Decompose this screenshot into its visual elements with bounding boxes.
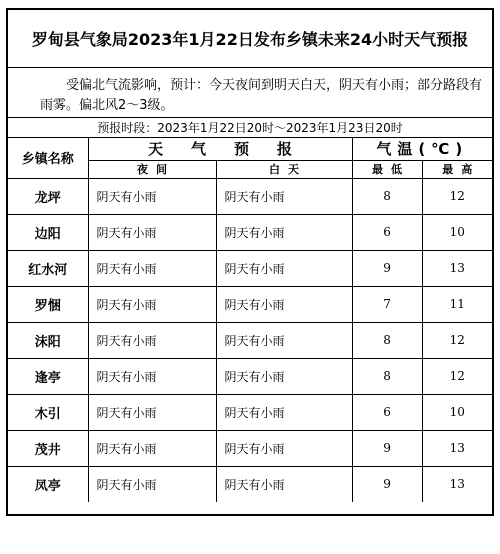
day-weather: 阴天有小雨 (216, 322, 352, 358)
table-row (8, 178, 492, 214)
min-temp: 8 (352, 178, 422, 214)
township-name: 凤亭 (8, 466, 88, 502)
day-header: 白天 (216, 160, 352, 178)
min-temp: 6 (352, 394, 422, 430)
township-name: 木引 (8, 394, 88, 430)
forecast-table (8, 138, 492, 502)
min-temp: 6 (352, 214, 422, 250)
max-temp-header: 最高 (422, 160, 492, 178)
night-weather: 阴天有小雨 (88, 286, 216, 322)
table-header-row (8, 138, 492, 160)
min-temp-header: 最低 (352, 160, 422, 178)
temperature-header: 气温(℃) (352, 138, 492, 160)
township-name: 茂井 (8, 430, 88, 466)
min-temp: 7 (352, 286, 422, 322)
night-weather: 阴天有小雨 (88, 394, 216, 430)
max-temp: 10 (422, 214, 492, 250)
forecast-summary: 受偏北气流影响，预计：今天夜间到明天白天，阴天有小雨；部分路段有雨雾。偏北风2～3级。 (8, 68, 492, 118)
table-row (8, 322, 492, 358)
township-name: 沫阳 (8, 322, 88, 358)
table-row (8, 430, 492, 466)
min-temp: 9 (352, 430, 422, 466)
night-weather: 阴天有小雨 (88, 358, 216, 394)
night-weather: 阴天有小雨 (88, 466, 216, 502)
day-weather: 阴天有小雨 (216, 178, 352, 214)
min-temp: 9 (352, 466, 422, 502)
forecast-period: 预报时段：2023年1月22日20时～2023年1月23日20时 (8, 118, 492, 138)
max-temp: 13 (422, 250, 492, 286)
day-weather: 阴天有小雨 (216, 394, 352, 430)
max-temp: 13 (422, 430, 492, 466)
table-row (8, 214, 492, 250)
township-name: 龙坪 (8, 178, 88, 214)
night-weather: 阴天有小雨 (88, 430, 216, 466)
max-temp: 12 (422, 358, 492, 394)
min-temp: 8 (352, 322, 422, 358)
township-name: 逢亭 (8, 358, 88, 394)
min-temp: 8 (352, 358, 422, 394)
table-row (8, 466, 492, 502)
table-row (8, 358, 492, 394)
max-temp: 12 (422, 178, 492, 214)
day-weather: 阴天有小雨 (216, 430, 352, 466)
max-temp: 10 (422, 394, 492, 430)
max-temp: 12 (422, 322, 492, 358)
table-row (8, 394, 492, 430)
day-weather: 阴天有小雨 (216, 466, 352, 502)
township-name: 边阳 (8, 214, 88, 250)
page-title: 罗甸县气象局2023年1月22日发布乡镇未来24小时天气预报 (8, 10, 492, 68)
weather-forecast-header: 天气预报 (88, 138, 352, 160)
day-weather: 阴天有小雨 (216, 214, 352, 250)
table-row (8, 286, 492, 322)
township-name: 罗悃 (8, 286, 88, 322)
night-weather: 阴天有小雨 (88, 214, 216, 250)
day-weather: 阴天有小雨 (216, 286, 352, 322)
day-weather: 阴天有小雨 (216, 358, 352, 394)
township-header: 乡镇名称 (8, 138, 88, 178)
min-temp: 9 (352, 250, 422, 286)
forecast-sheet (6, 8, 494, 516)
table-row (8, 250, 492, 286)
max-temp: 11 (422, 286, 492, 322)
night-weather: 阴天有小雨 (88, 250, 216, 286)
night-weather: 阴天有小雨 (88, 178, 216, 214)
night-header: 夜间 (88, 160, 216, 178)
night-weather: 阴天有小雨 (88, 322, 216, 358)
max-temp: 13 (422, 466, 492, 502)
day-weather: 阴天有小雨 (216, 250, 352, 286)
township-name: 红水河 (8, 250, 88, 286)
